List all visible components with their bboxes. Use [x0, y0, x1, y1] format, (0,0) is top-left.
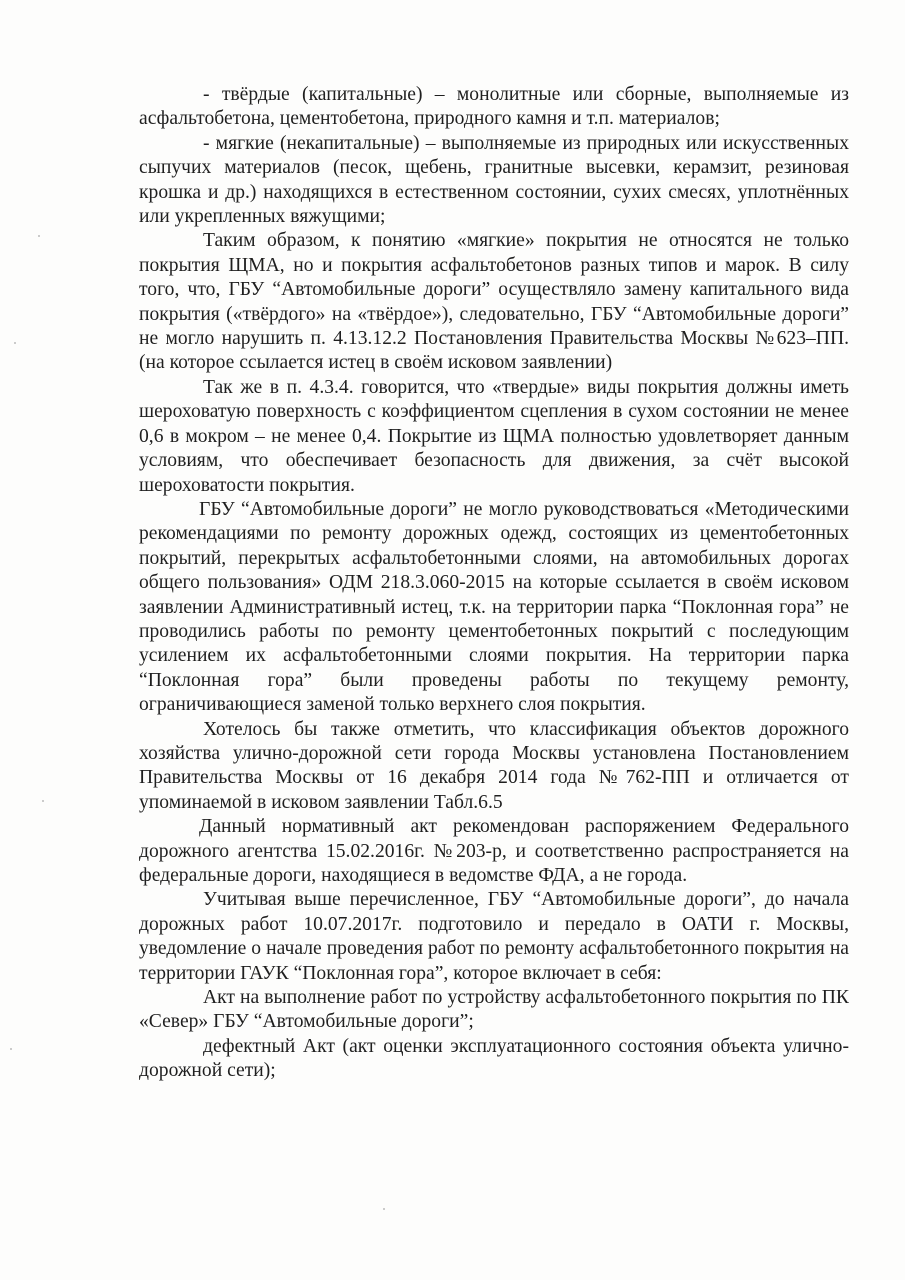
document-body	[139, 83, 849, 1084]
paragraph-classification: Хотелось бы также отметить, что классификация объектов дорожного хозяйства улично-дорожной сети города Москвы установлена Постановлением Правительства Москвы от 16 декабря 2014 года №762-ПП и отличается от упоминаемой в исковом заявлении Табл.6.5	[139, 718, 849, 813]
scan-speck	[10, 1048, 12, 1050]
scan-speck	[42, 800, 44, 802]
paragraph-roughness: Так же в п. 4.3.4. говорится, что «твердые» виды покрытия должны иметь шероховатую поверхность с коэффициентом сцепления в сухом состоянии не менее 0,6 в мокром – не менее 0,4. Покрытие из ЩМА полностью удовлетворяет данным условиям, что обеспечивает безопасность для движения, за счёт высокой шероховатости покрытия.	[139, 376, 849, 496]
paragraph-soft-coverings: - мягкие (некапитальные) – выполняемые из природных или искусственных сыпучих материалов (песок, щебень, гранитные высевки, керамзит, резиновая крошка и др.) находящихся в естественном состоянии, сухих смесях, уплотнённых или укрепленных вяжущими;	[139, 132, 849, 228]
paragraph-methodical-recommendations: ГБУ “Автомобильные дороги” не могло руководствоваться «Методическими рекомендациями по ремонту дорожных одежд, состоящих из цементобетонных покрытий, перекрытых асфальтобетонными слоями, на автомобильных дорогах общего пользования» ОДМ 218.3.060-2015 на которые ссылается в своём исковом заявлении Административный истец, т.к. на территории парка “Поклонная гора” не проводились работы по ремонту цементобетонных покрытий с последующим усилением их асфальтобетонными слоями покрытия. На территории парка “Поклонная гора” были проведены работы по текущему ремонту, ограничивающиеся заменой только верхнего слоя покрытия.	[139, 498, 849, 716]
paragraph-normative-act: Данный нормативный акт рекомендован распоряжением Федерального дорожного агентства 15.02.2016г. №203-р, и соответственно распространяется на федеральные дороги, находящиеся в ведомстве ФДА, а не города.	[139, 816, 849, 886]
paragraph-hard-coverings: - твёрдые (капитальные) – монолитные или сборные, выполняемые из асфальтобетона, цементобетона, природного камня и т.п. материалов;	[139, 84, 849, 130]
scan-speck	[14, 342, 16, 344]
paragraph-defect-act: дефектный Акт (акт оценки эксплуатационного состояния объекта улично-дорожной сети);	[139, 1035, 849, 1082]
paragraph-act-works: Акт на выполнение работ по устройству асфальтобетонного покрытия по ПК «Север» ГБУ “Автомобильные дороги”;	[139, 987, 849, 1033]
paragraph-notification: Учитывая выше перечисленное, ГБУ “Автомобильные дороги”, до начала дорожных работ 10.07.2017г. подготовило и передало в ОАТИ г. Москвы, уведомление о начале проведения работ по ремонту асфальтобетонного покрытия на территории ГАУК “Поклонная гора”, которое включает в себя:	[139, 889, 849, 984]
scan-speck	[383, 1208, 385, 1210]
paragraph-conclusion-sma: Таким образом, к понятию «мягкие» покрытия не относятся не только покрытия ЩМА, но и покрытия асфальтобетонов разных типов и марок. В силу того, что, ГБУ “Автомобильные дороги” осуществляло замену капитального вида покрытия («твёрдого» на «твёрдое»), следовательно, ГБУ “Автомобильные дороги” не могло нарушить п. 4.13.12.2 Постановления Правительства Москвы №623–ПП. (на которое ссылается истец в своём исковом заявлении)	[139, 230, 849, 374]
scan-speck	[38, 235, 40, 237]
